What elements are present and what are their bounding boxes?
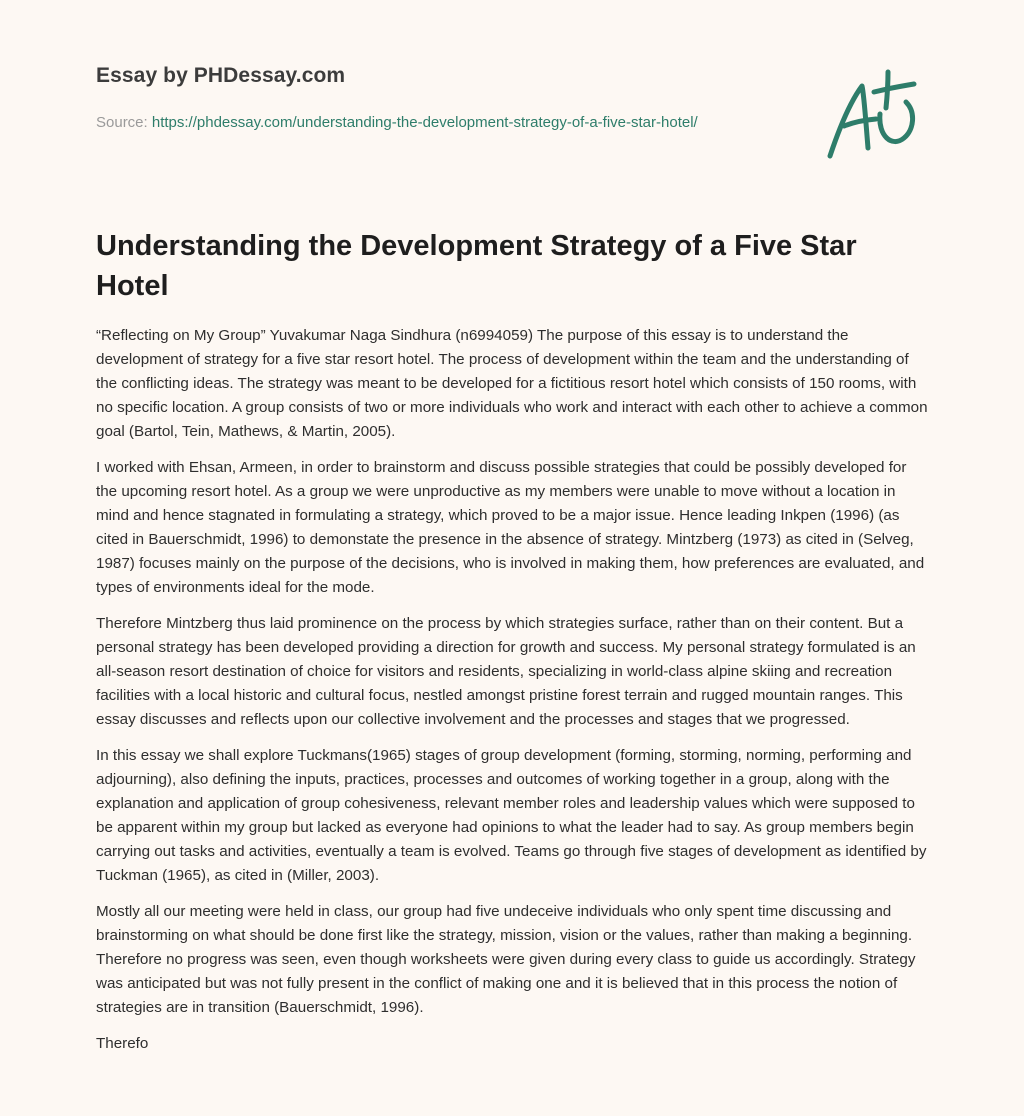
essay-title: Understanding the Development Strategy of a Five Star Hotel [96, 230, 857, 302]
a-plus-logo-icon [822, 64, 932, 164]
site-title: Essay by PHDessay.com [96, 64, 346, 87]
essay-paragraph: Therefore Mintzberg thus laid prominence on the process by which strategies surface, rather than on their content. But a personal strategy has been developed providing a direction for growth and success. My personal strategy formulated is an all-season resort destination of choice for visitors and residents, specializing in world-class alpine skiing and recreation facilities with a local historic and cultural focus, nestled amongst pristine forest terrain and rugged mountain ranges. This essay discusses and reflects upon our collective involvement and the processes and stages that we progressed. [96, 615, 916, 728]
essay-paragraph: Mostly all our meeting were held in class, our group had five undeceive individuals who only spent time discussing and brainstorming on what should be done first like the strategy, mission, vision or the values, rather than making a beginning. Therefore no progress was seen, even though worksheets were given during every class to guide us accordingly. Strategy was anticipated but was not fully present in the conflict of making one and it is believed that in this process the notion of strategies are in transition (Bauerschmidt, 1996). [96, 903, 916, 1016]
source-line [96, 112, 756, 134]
source-label: Source: [96, 114, 152, 131]
essay-paragraph: Therefo [96, 1035, 149, 1052]
essay-body [96, 324, 928, 1068]
essay-paragraph: In this essay we shall explore Tuckmans(1965) stages of group development (forming, storming, norming, performing and adjourning), also defining the inputs, practices, processes and outcomes of working together in a group, along with the explanation and application of group cohesiveness, relevant member roles and leadership values which were supposed to be apparent within my group but lacked as everyone had opinions to what the leader had to say. As group members begin carrying out tasks and activities, eventually a team is evolved. Teams go through five stages of development as identified by Tuckman (1965), as cited in (Miller, 2003). [96, 747, 927, 884]
source-link[interactable]: https://phdessay.com/understanding-the-development-strategy-of-a-five-star-hotel/ [151, 114, 698, 131]
essay-paragraph: I worked with Ehsan, Armeen, in order to brainstorm and discuss possible strategies that could be possibly developed for the upcoming resort hotel. As a group we were unproductive as my members were unable to move without a location in mind and hence stagnated in formulating a strategy, which proved to be a major issue. Hence leading Inkpen (1996) (as cited in Bauerschmidt, 1996) to demonstate the presence in the absence of strategy. Mintzberg (1973) as cited in (Selveg, 1987) focuses mainly on the purpose of the decisions, who is involved in making them, how preferences are evaluated, and types of environments ideal for the mode. [96, 459, 925, 596]
essay-paragraph: “Reflecting on My Group” Yuvakumar Naga Sindhura (n6994059) The purpose of this essay is to understand the development of strategy for a five star resort hotel. The process of development within the team and the understanding of the conflicting ideas. The strategy was meant to be developed for a fictitious resort hotel which consists of 150 rooms, with no specific location. A group consists of two or more individuals who work and interact with each other to achieve a common goal (Bartol, Tein, Mathews, & Martin, 2005). [96, 327, 928, 440]
